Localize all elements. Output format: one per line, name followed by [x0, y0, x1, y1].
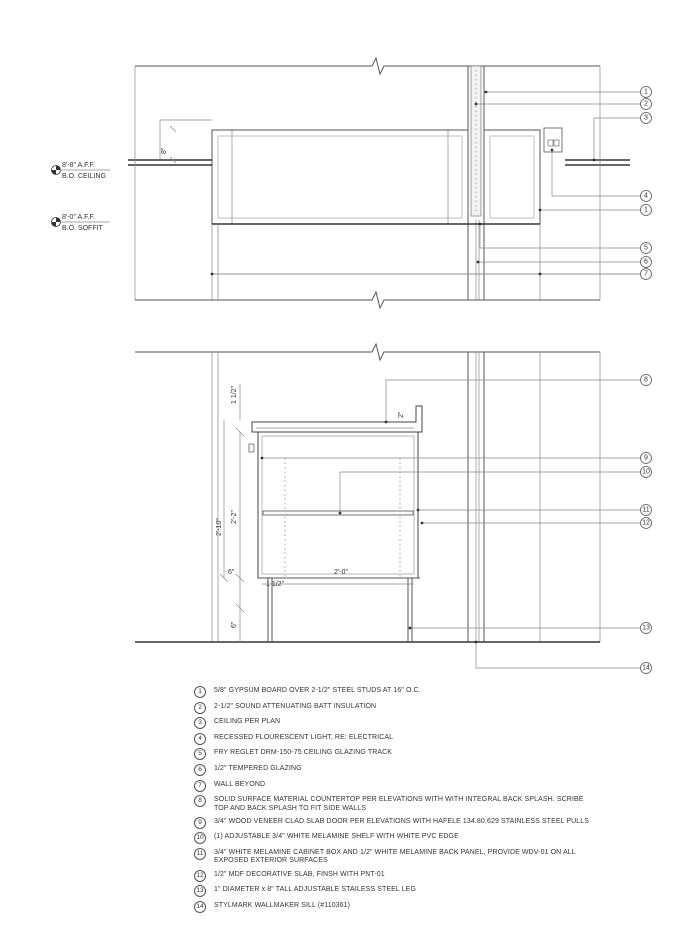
note-item — [194, 702, 594, 714]
callout-bubble — [641, 99, 652, 110]
note-number: 8 — [194, 795, 206, 807]
callout-bubble — [641, 191, 652, 202]
note-text: 1/2" TEMPERED GLAZING — [214, 764, 302, 772]
note-text: (1) ADJUSTABLE 3/4" WHITE MELAMINE SHELF WITH WHITE PVC EDGE — [214, 833, 459, 841]
svg-text:11: 11 — [642, 506, 650, 514]
note-item — [194, 795, 594, 813]
note-text: 3/4" WHITE MELAMINE CABINET BOX AND 1/2" WHITE MELAMINE BACK PANEL, PROVIDE WDV-01 ON ALL EXPOSED EXTERIOR SURFACES — [214, 848, 576, 865]
level-marker-soffit — [52, 214, 111, 232]
note-number: 9 — [194, 817, 206, 829]
note-text: 1" DIAMETER x 8" TALL ADJUSTABLE STAILESS STEEL LEG — [214, 886, 416, 894]
callout-bubble — [641, 243, 652, 254]
callout-bubble — [641, 375, 652, 386]
svg-text:5: 5 — [644, 244, 648, 252]
note-item — [194, 764, 594, 776]
note-text: RECESSED FLOURESCENT LIGHT, RE: ELECTRICAL — [214, 733, 394, 741]
callout-bubble — [641, 87, 652, 98]
note-item — [194, 748, 594, 760]
level-elevation: 8'-0" A.F.F. — [62, 214, 96, 221]
splash-height-dim: 1 1/2" — [231, 385, 238, 404]
callout-bubble — [641, 269, 652, 280]
note-number: 3 — [194, 717, 206, 729]
note-text: 2-1/2" SOUND ATTENUATING BATT INSULATION — [214, 702, 377, 710]
svg-text:1: 1 — [644, 88, 648, 96]
note-item — [194, 780, 594, 792]
note-number: 11 — [194, 848, 206, 860]
note-item — [194, 717, 594, 729]
note-number: 4 — [194, 733, 206, 745]
callout-bubble — [641, 518, 652, 529]
svg-text:4: 4 — [644, 192, 648, 200]
level-marker-ceiling — [52, 162, 111, 180]
cabinet-detail — [135, 344, 600, 642]
splash-2-dim: 2" — [398, 411, 405, 418]
svg-text:13: 13 — [642, 624, 650, 632]
svg-text:2: 2 — [644, 100, 648, 108]
callout-bubble — [641, 257, 652, 268]
callout-bubble — [641, 623, 652, 634]
keyed-notes — [194, 686, 594, 916]
svg-text:10: 10 — [642, 468, 650, 476]
note-text: 5/8" GYPSUM BOARD OVER 2-1/2" STEEL STUDS AT 16" O.C. — [214, 687, 421, 694]
overall-height-dim: 2'-10" — [216, 518, 223, 536]
note-text: 1/2" MDF DECORATIVE SLAB, FINSH WITH PNT-01 — [214, 870, 385, 878]
door-reveal-dim: 1 1/2" — [266, 581, 285, 588]
note-number: 5 — [194, 748, 206, 760]
note-item — [194, 832, 594, 844]
note-text: SOLID SURFACE MATERIAL COUNTERTOP PER ELEVATIONS WITH WITH INTEGRAL BACK SPLASH. SCRIBE TOP AND BACK SPLASH TO FIT SIDE WALLS — [214, 796, 584, 812]
level-name: B.O. CEILING — [62, 173, 106, 180]
cabinet-depth-dim: 2'-0" — [334, 569, 348, 576]
leg-height-dim: 6" — [231, 621, 238, 628]
cabinet-height-dim: 2'-2" — [231, 510, 238, 524]
svg-text:9: 9 — [644, 454, 648, 462]
note-item — [194, 733, 594, 745]
callout-bubble — [641, 663, 652, 674]
note-number: 12 — [194, 870, 206, 882]
svg-text:14: 14 — [642, 664, 650, 672]
svg-text:3: 3 — [644, 114, 648, 122]
note-item — [194, 848, 594, 866]
callout-bubble — [641, 113, 652, 124]
level-name: B.O. SOFFIT — [62, 225, 103, 232]
note-item — [194, 686, 594, 698]
base-height-dim: 6" — [228, 569, 235, 576]
note-text: WALL BEYOND — [214, 780, 266, 788]
ceiling-offset-dim: 8" — [161, 147, 168, 154]
note-item — [194, 817, 594, 829]
svg-text:12: 12 — [642, 519, 650, 527]
note-number: 2 — [194, 702, 206, 714]
note-item — [194, 901, 594, 913]
note-text: CEILING PER PLAN — [214, 718, 281, 726]
note-number: 1 — [194, 686, 206, 698]
svg-text:7: 7 — [644, 270, 648, 278]
note-number: 7 — [194, 780, 206, 792]
note-number: 14 — [194, 901, 206, 913]
note-text: 3/4" WOOD VENEER CLAD SLAB DOOR PER ELEVATIONS WITH HAFELE 134.80.629 STAINLESS STEEL PULLS — [214, 817, 590, 825]
svg-text:1: 1 — [644, 206, 648, 214]
note-number: 6 — [194, 764, 206, 776]
note-item — [194, 885, 594, 897]
callout-bubble — [641, 453, 652, 464]
note-number: 10 — [194, 832, 206, 844]
note-text: STYLMARK WALLMAKER SILL (#110361) — [214, 901, 351, 909]
note-number: 13 — [194, 885, 206, 897]
svg-text:6: 6 — [644, 258, 648, 266]
callout-bubble — [641, 505, 652, 516]
ceiling-detail — [128, 58, 640, 308]
level-elevation: 8'-8" A.F.F. — [62, 162, 96, 169]
svg-text:8: 8 — [644, 376, 648, 384]
callout-bubble — [641, 467, 652, 478]
callout-bubble — [641, 205, 652, 216]
note-text: FRY REGLET DRM-150-75 CEILING GLAZING TRACK — [214, 749, 393, 757]
note-item — [194, 870, 594, 882]
